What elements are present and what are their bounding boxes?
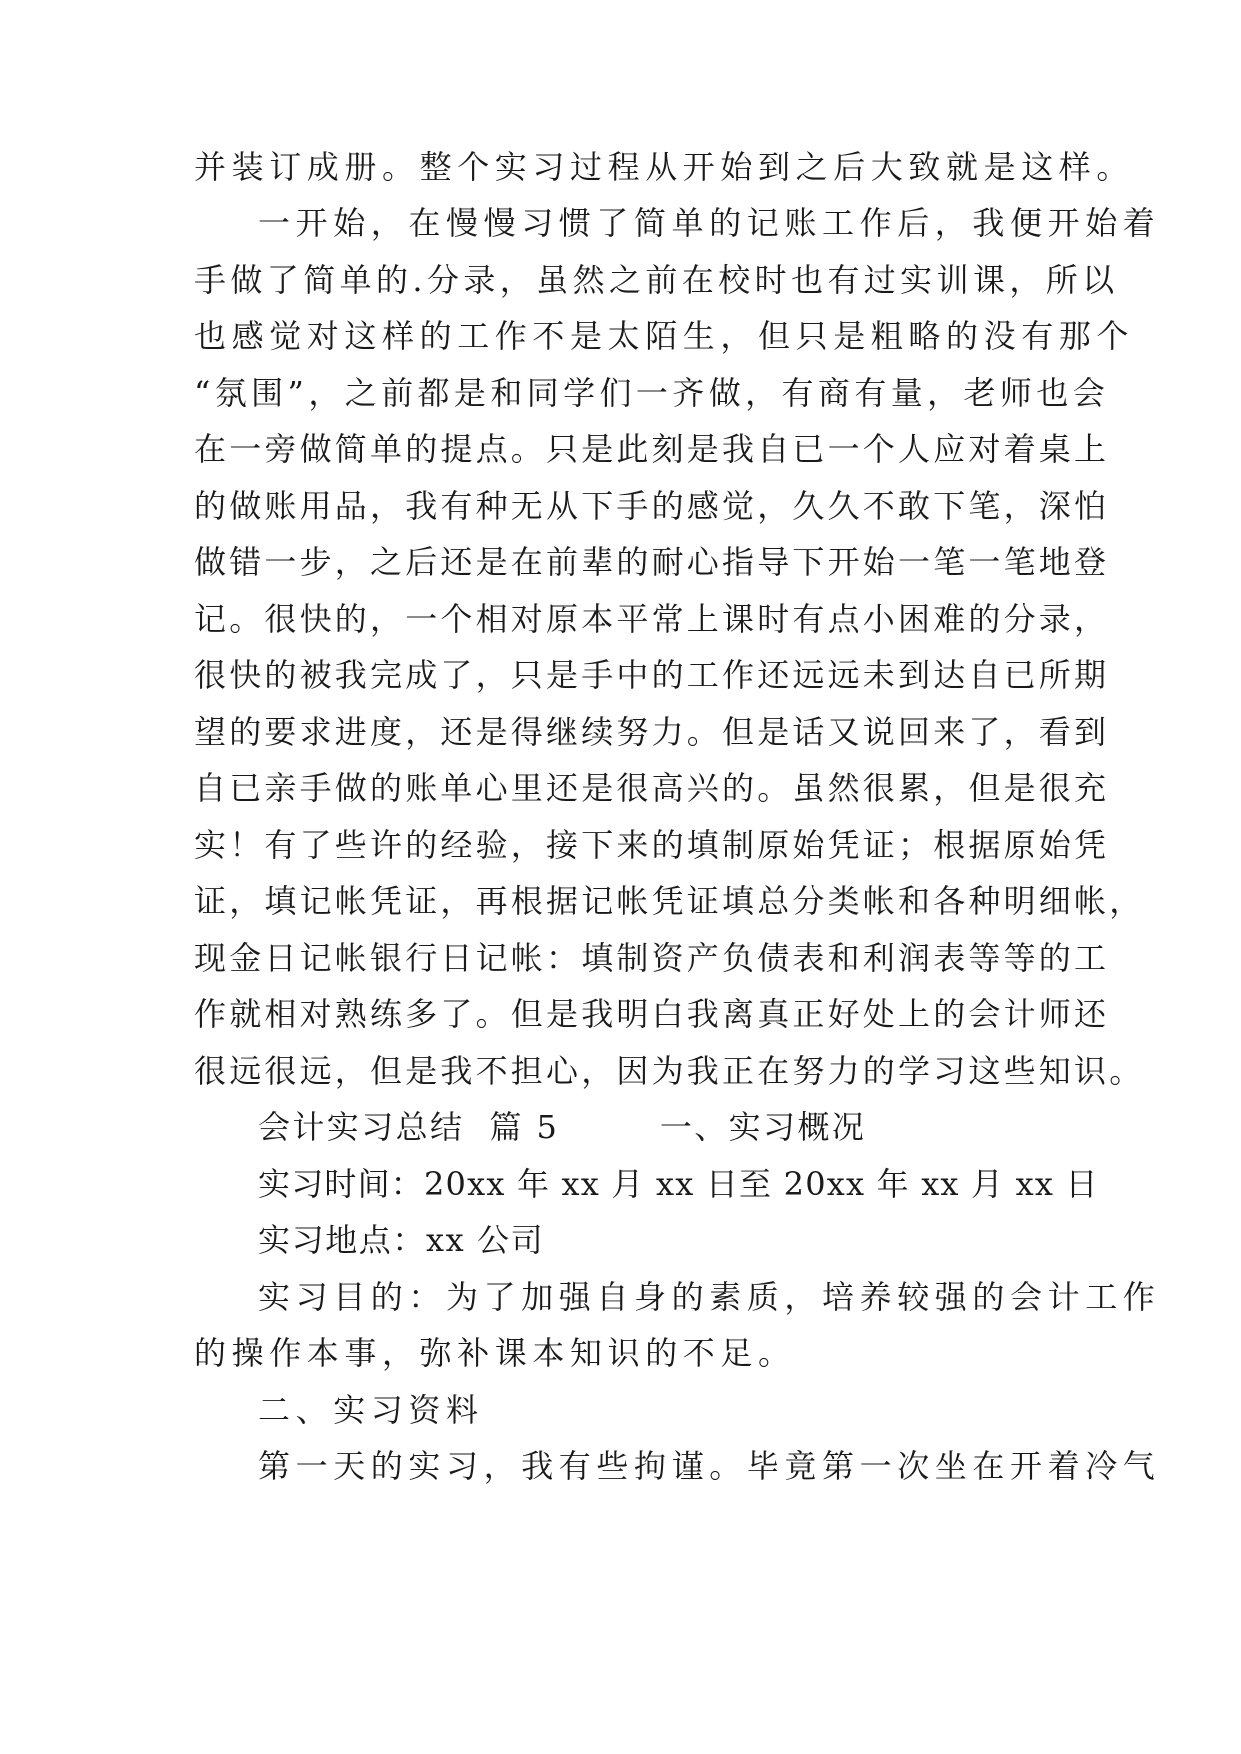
text-line-22: 的操作本事，弥补课本知识的不足。 (194, 1334, 796, 1372)
subsection-heading: 二、实习资料 (258, 1391, 484, 1429)
text-line-15: 现金日记帐银行日记帐：填制资产负债表和利润表等等的工 (194, 939, 1110, 977)
text-line-16: 作就相对熟练多了。但是我明白我离真正好处上的会计师还 (194, 995, 1110, 1033)
section-heading: 会计实习总结 篇 5 一、实习概况 (258, 1108, 867, 1146)
text-line-1: 并装订成册。整个实习过程从开始到之后大致就是这样。 (194, 148, 1135, 186)
text-line-7: 的做账用品，我有种无从下手的感觉，久久不敢下笔，深怕 (194, 487, 1110, 525)
internship-purpose: 实习目的：为了加强自身的素质，培养较强的会计工作 (258, 1278, 1161, 1316)
internship-location: 实习地点：xx 公司 (258, 1221, 545, 1259)
text-line-5: “氛围”，之前都是和同学们一齐做，有商有量，老师也会 (194, 374, 1110, 412)
text-line-24: 第一天的实习，我有些拘谨。毕竟第一次坐在开着冷气 (258, 1447, 1161, 1485)
text-line-10: 很快的被我完成了，只是手中的工作还远远未到达自已所期 (194, 656, 1110, 694)
text-line-11: 望的要求进度，还是得继续努力。但是话又说回来了，看到 (194, 713, 1110, 751)
internship-period: 实习时间：20xx 年 xx 月 xx 日至 20xx 年 xx 月 xx 日 (258, 1165, 1099, 1203)
text-line-9: 记。很快的，一个相对原本平常上课时有点小困难的分录， (194, 600, 1110, 638)
text-line-6: 在一旁做简单的提点。只是此刻是我自已一个人应对着桌上 (194, 430, 1110, 468)
text-line-12: 自已亲手做的账单心里还是很高兴的。虽然很累，但是很充 (194, 769, 1110, 807)
text-line-4: 也感觉对这样的工作不是太陌生，但只是粗略的没有那个 (194, 317, 1135, 355)
text-line-14: 证，填记帐凭证，再根据记帐凭证填总分类帐和各种明细帐， (194, 882, 1145, 920)
text-line-3: 手做了简单的.分录，虽然之前在校时也有过实训课，所以 (194, 261, 1119, 299)
text-line-8: 做错一步，之后还是在前辈的耐心指导下开始一笔一笔地登 (194, 543, 1110, 581)
text-line-13: 实！有了些许的经验，接下来的填制原始凭证；根据原始凭 (194, 826, 1110, 864)
text-line-17: 很远很远，但是我不担心，因为我正在努力的学习这些知识。 (194, 1052, 1145, 1090)
text-line-2: 一开始，在慢慢习惯了简单的记账工作后，我便开始着 (258, 204, 1161, 242)
